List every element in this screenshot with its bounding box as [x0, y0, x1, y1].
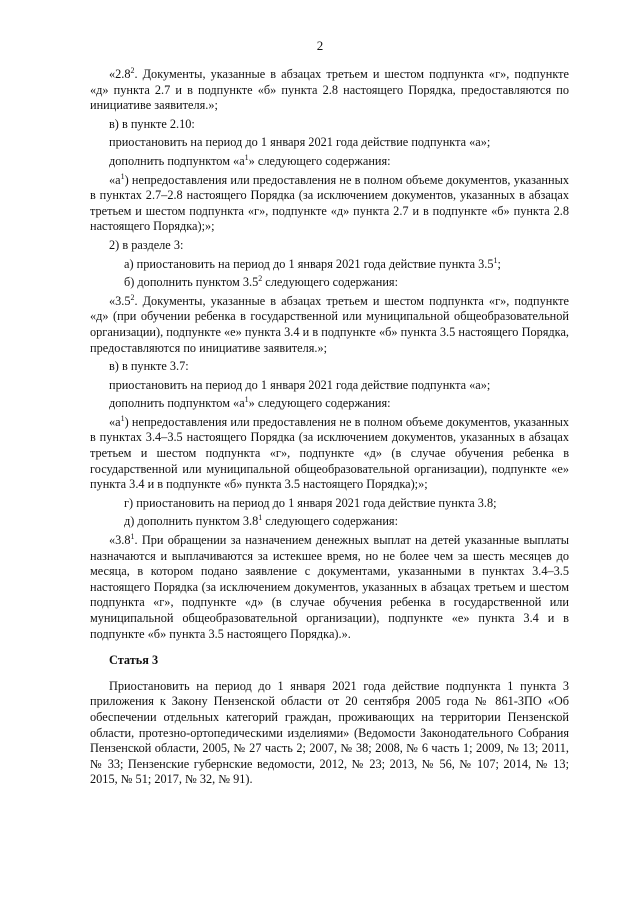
paragraph: Приостановить на период до 1 января 2021 года действие подпункта 1 пункта 3 приложения к Закону Пензенской области от 20 сентября 2005 года № 861-ЗПО «Об обеспечении отдельных категорий граждан, проживающих на территории Пензенской области, протезно-ортопедическими изделиями» (Ведомости Законодательного Собрания Пензенской области, 2005, № 27 часть 2; 2007, № 38; 2008, № 6 часть 1; 2009, № 13; 2011, № 33; Пензенские губернские ведомости, 2012, № 23; 2013, № 56, № 107; 2014, № 13; 2015, № 51; 2017, № 32, № 91). [90, 678, 569, 787]
paragraph: дополнить подпунктом «$а^1$» следующего содержания: [109, 152, 391, 168]
paragraph: приостановить на период до 1 января 2021 года действие подпункта «а»; [109, 135, 491, 150]
paragraph: «$3.8^1$. При обращении за назначением денежных выплат на детей указанные выплаты назначаются и выплачиваются за истекшее время, но не более чем за шесть месяцев до месяца, в котором подано заявление с документами, указанными в пунктах 3.4–3.5 настоящего Порядка (за исключением документов, указанных в абзацах третьем и шестом подпункта «г», подпункте «д» (в случае обучения ребенка в государственной или муниципальной общеобразовательной организации), подпункте «е» пункта 3.4 и в подпункте «б» пункта 3.5 настоящего Порядка).». [90, 531, 569, 641]
paragraph: «$а^1$) непредоставления или предоставления не в полном объеме документов, указанных в пунктах 2.7–2.8 настоящего Порядка (за исключением документов, указанных в абзацах третьем и шестом подпункта «г», подпункте «д» пункта 2.7 и в подпункте «б» пункта 2.8 настоящего Порядка);»; [90, 171, 569, 234]
paragraph: 2) в разделе 3: [109, 237, 184, 252]
paragraph: «$3.5^2$. Документы, указанные в абзацах третьем и шестом подпункта «г», подпункте «д» (при обучении ребенка в государственной или муниципальной общеобразовательной организации), подпункте «е» пункта 3.4 и в подпункте «б» пункта 3.5 настоящего Порядка, предоставляются по инициативе заявителя.»; [90, 292, 569, 355]
paragraph: «$а^1$) непредоставления или предоставления не в полном объеме документов, указанных в пунктах 3.4–3.5 настоящего Порядка (за исключением документов, указанных в абзацах третьем и шестом подпункта «г», подпункте «д» (в случае обучения ребенка в государственной или муниципальной общеобразовательной организации), подпункте «е» пункта 3.4 и в подпункте «б» пункта 3.5 настоящего Порядка);»; [90, 413, 569, 492]
paragraph: в) в пункте 3.7: [109, 359, 189, 374]
paragraph: «$2.8^2$. Документы, указанные в абзацах третьем и шестом подпункта «г», подпункте «д» пункта 2.7 и в подпункте «б» пункта 2.8 настоящего Порядка, предоставляются по инициативе заявителя.»; [90, 65, 569, 113]
paragraph: б) дополнить пунктом $3.5^2$ следующего содержания: [124, 274, 398, 290]
paragraph: дополнить подпунктом «$а^1$» следующего содержания: [109, 395, 391, 411]
paragraph: а) приостановить на период до 1 января 2021 года действие пункта $3.5^1$; [124, 255, 501, 271]
paragraph: г) приостановить на период до 1 января 2021 года действие пункта 3.8; [124, 495, 497, 510]
article-heading: Статья 3 [109, 653, 159, 668]
paragraph: в) в пункте 2.10: [109, 116, 195, 131]
document-body [90, 67, 569, 791]
paragraph: приостановить на период до 1 января 2021 года действие подпункта «а»; [109, 377, 491, 392]
page-number: 2 [316, 38, 324, 53]
paragraph: д) дополнить пунктом $3.8^1$ следующего содержания: [124, 513, 398, 529]
